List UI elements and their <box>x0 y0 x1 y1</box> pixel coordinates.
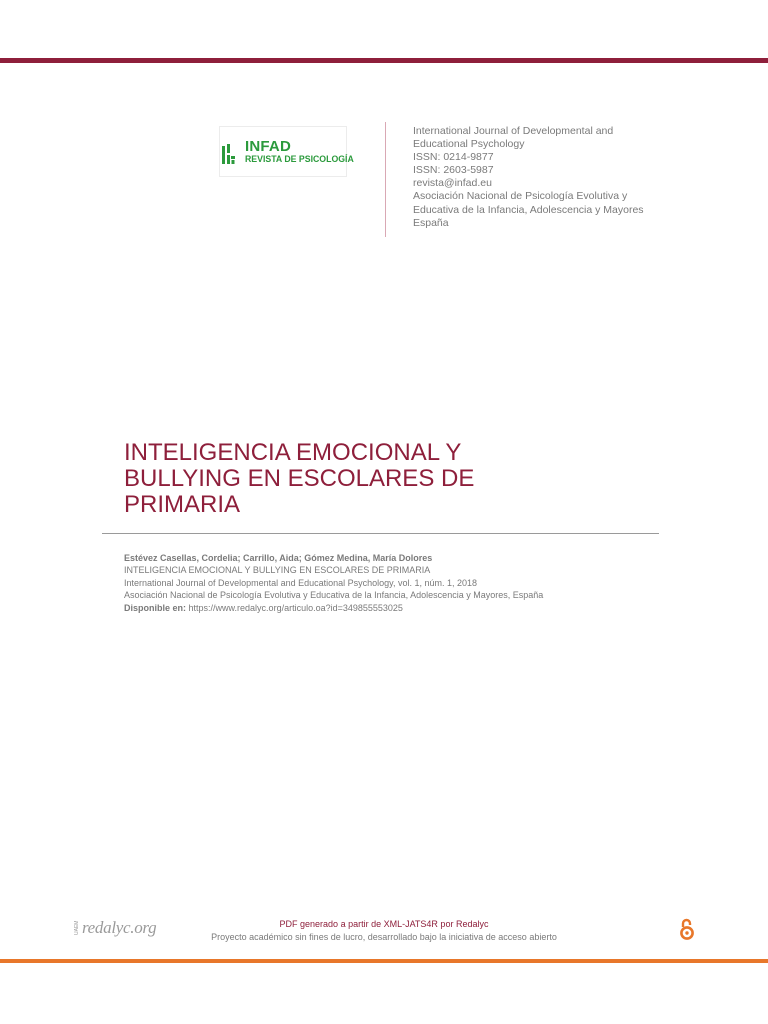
footer-text <box>180 918 588 943</box>
infad-logo[interactable] <box>219 126 354 177</box>
footer-project-note: Proyecto académico sin fines de lucro, desarrollado bajo la iniciativa de acceso abierto <box>211 931 557 942</box>
journal-line: International Journal of Developmental and <box>413 125 614 137</box>
journal-email[interactable]: revista@infad.eu <box>413 177 492 190</box>
journal-country: España <box>413 216 449 229</box>
top-accent-bar <box>0 58 768 63</box>
article-title <box>124 440 664 518</box>
article-metadata <box>124 552 684 614</box>
journal-issn-print: ISSN: 0214-9877 <box>413 151 494 164</box>
open-access-icon <box>679 917 695 941</box>
available-label: Disponible en: <box>124 602 187 613</box>
redalyc-logo[interactable] <box>74 915 166 943</box>
footer-generated-note: PDF generado a partir de XML-JATS4R por Redalyc <box>279 919 489 929</box>
logo-title: INFAD <box>245 138 291 155</box>
article-publisher: Asociación Nacional de Psicología Evolutiva y Educativa de la Infancia, Adolescencia y Mayores, España <box>124 590 544 601</box>
journal-line: Educativa de la Infancia, Adolescencia y Mayores <box>413 203 644 216</box>
uaem-label: UAEM <box>74 920 80 935</box>
journal-info <box>413 125 713 230</box>
article-title-line: INTELIGENCIA EMOCIONAL Y <box>124 439 462 466</box>
infad-mark-icon <box>222 144 236 164</box>
article-title-line: PRIMARIA <box>124 491 241 518</box>
article-title-line: BULLYING EN ESCOLARES DE <box>124 465 475 492</box>
vertical-divider <box>385 122 386 237</box>
available-url-link[interactable]: https://www.redalyc.org/articulo.oa?id=349855553025 <box>188 602 403 613</box>
horizontal-divider <box>102 533 659 534</box>
journal-line: Asociación Nacional de Psicología Evolutiva y <box>413 190 628 203</box>
bottom-accent-bar <box>0 959 768 963</box>
journal-line: Educational Psychology <box>413 138 525 151</box>
journal-issn-online: ISSN: 2603-5987 <box>413 164 494 177</box>
article-citation: International Journal of Developmental and Educational Psychology, vol. 1, núm. 1, 2018 <box>124 577 478 588</box>
article-authors: Estévez Casellas, Cordelia; Carrillo, Aida; Gómez Medina, María Dolores <box>124 553 433 563</box>
article-availability <box>124 602 684 614</box>
redalyc-logo-text: redalyc.org <box>82 918 157 937</box>
logo-subtitle: REVISTA DE PSICOLOGÍA <box>245 154 354 165</box>
article-title-small: INTELIGENCIA EMOCIONAL Y BULLYING EN ESCOLARES DE PRIMARIA <box>124 565 431 576</box>
